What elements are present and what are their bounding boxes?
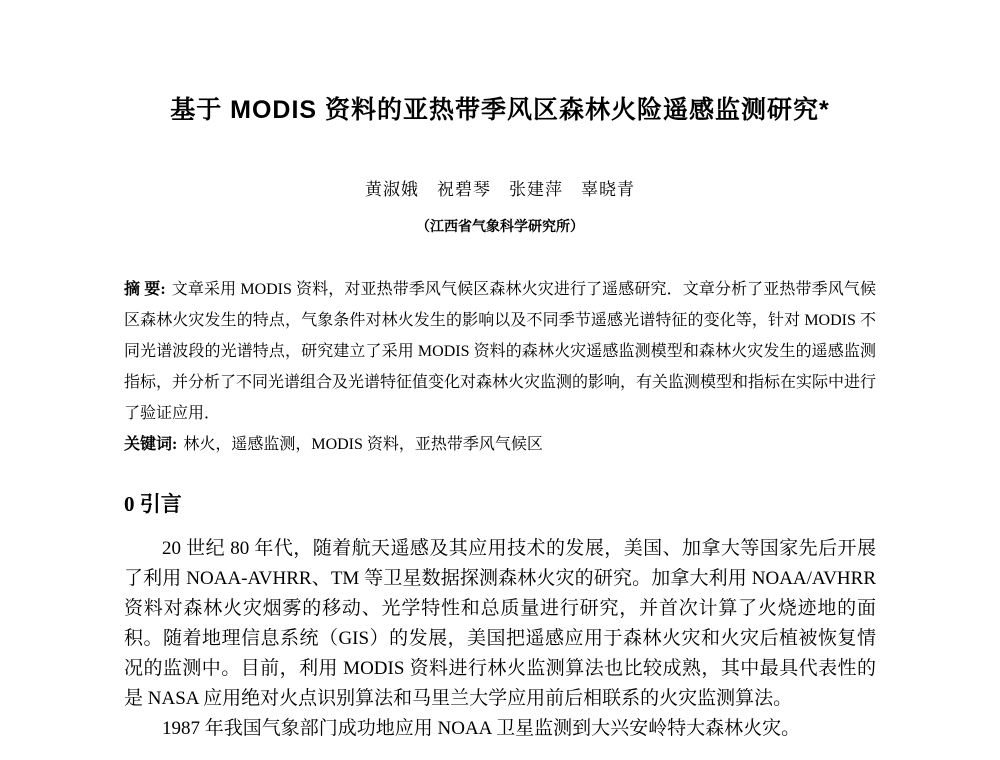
abstract-block — [124, 274, 876, 429]
abstract-text: 文章采用 MODIS 资料，对亚热带季风气候区森林火灾进行了遥感研究．文章分析了亚热带季风气候区森林火灾发生的特点，气象条件对林火发生的影响以及不同季节遥感光谱特征的变化等，针对 MODIS 不同光谱波段的光谱特点，研究建立了采用 MODIS 资料的森林火灾遥感监测模型和森林火灾发生的遥感监测指标，并分析了不同光谱组合及光谱特征值变化对森林火灾监测的影响，有关监测模型和指标在实际中进行了验证应用． — [124, 280, 877, 422]
author-list: 黄淑娥 祝碧琴 张建萍 辜晓青 — [365, 179, 635, 199]
keywords-block — [124, 429, 876, 460]
keywords-label: 关键词: — [124, 435, 178, 453]
paper-title: 基于 MODIS 资料的亚热带季风区森林火险遥感监测研究* — [170, 96, 830, 124]
section-heading-introduction: 0 引言 — [124, 491, 182, 516]
body-paragraph: 20 世纪 80 年代，随着航天遥感及其应用技术的发展，美国、加拿大等国家先后开展了利用 NOAA-AVHRR、TM 等卫星数据探测森林火灾的研究。加拿大利用 NOAA/AVHRR 资料对森林火灾烟雾的移动、光学特性和总质量进行研究，并首次计算了火烧迹地的面积。随着地理信息系统（GIS）的发展，美国把遥感应用于森林火灾和火灾后植被恢复情况的监测中。目前，利用 MODIS 资料进行林火监测算法也比较成熟，其中最具代表性的是 NASA 应用绝对火点识别算法和马里兰大学应用前后相联系的火灾监测算法。 — [124, 537, 876, 709]
affiliation: （江西省气象科学研究所） — [416, 219, 584, 235]
abstract-label: 摘 要: — [124, 280, 166, 298]
body-paragraph: 1987 年我国气象部门成功地应用 NOAA 卫星监测到大兴安岭特大森林火灾。 — [162, 717, 801, 739]
keywords-text: 林火，遥感监测，MODIS 资料，亚热带季风气候区 — [183, 435, 543, 453]
paper-page — [124, 0, 876, 744]
